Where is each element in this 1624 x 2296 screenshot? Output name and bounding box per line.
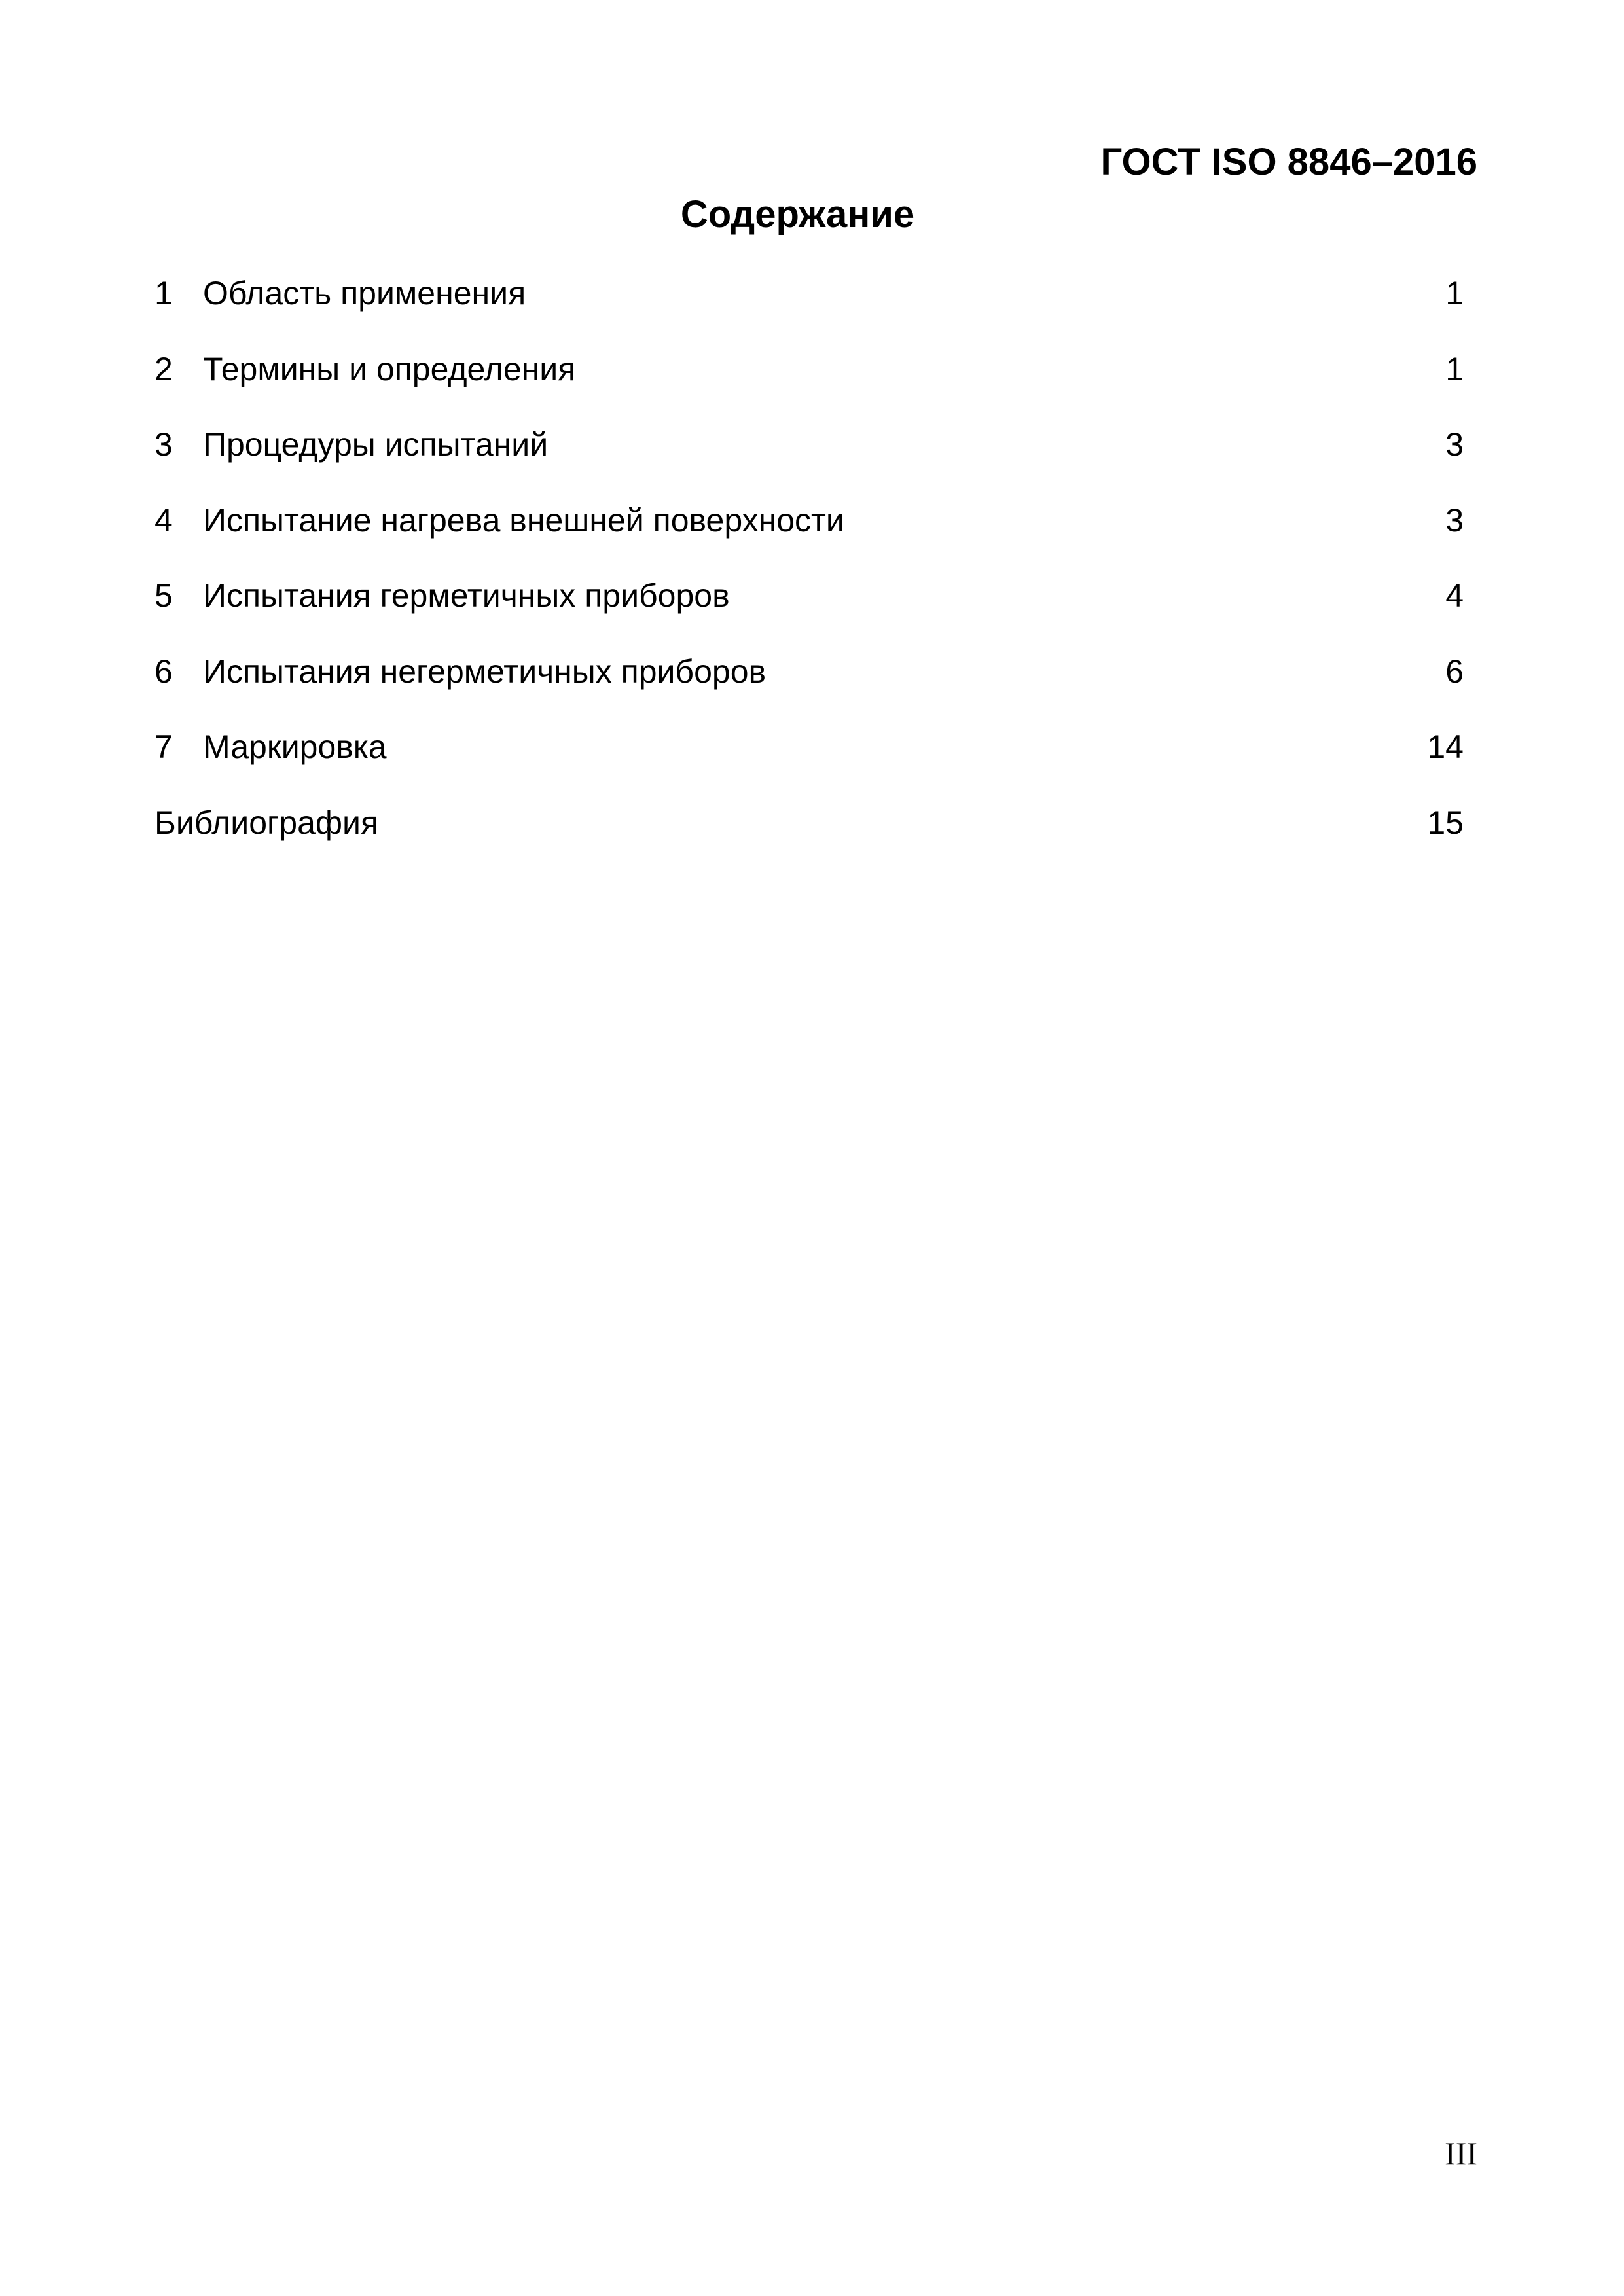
toc-entry-label: Процедуры испытаний	[203, 426, 549, 463]
toc-entry-label: Маркировка	[203, 728, 387, 765]
toc-entry-marking[interactable]	[154, 721, 1464, 797]
toc-entry-scope[interactable]	[154, 267, 1464, 343]
toc-entry-label: Область применения	[203, 275, 526, 312]
toc-entry-test-procedures[interactable]	[154, 418, 1464, 494]
toc-entry-page: 4	[1445, 577, 1464, 614]
toc-entry-label: Термины и определения	[203, 350, 576, 387]
toc-entry-label: Испытания негерметичных приборов	[203, 653, 767, 690]
toc-entry-terms[interactable]	[154, 343, 1464, 419]
toc-entry-number: 4	[154, 501, 173, 539]
toc-entry-sealed-devices[interactable]	[154, 569, 1464, 645]
toc-entry-unsealed-devices[interactable]	[154, 645, 1464, 721]
toc-entry-number: 5	[154, 577, 173, 614]
page-number: III	[1445, 2135, 1477, 2172]
toc-entry-number: 6	[154, 653, 173, 690]
table-of-contents	[154, 267, 1464, 872]
toc-entry-page: 6	[1445, 653, 1464, 690]
toc-entry-page: 3	[1445, 426, 1464, 463]
toc-entry-label: Испытания герметичных приборов	[203, 577, 730, 614]
toc-entry-number: 1	[154, 275, 173, 312]
toc-entry-label: Библиография	[154, 804, 379, 841]
toc-entry-page: 15	[1427, 804, 1464, 841]
toc-entry-surface-heating[interactable]	[154, 494, 1464, 570]
toc-entry-page: 14	[1427, 728, 1464, 765]
toc-entry-number: 2	[154, 350, 173, 387]
toc-entry-page: 3	[1445, 501, 1464, 539]
toc-title: Содержание	[680, 193, 915, 236]
toc-entry-bibliography[interactable]	[154, 797, 1464, 872]
toc-entry-number: 7	[154, 728, 173, 765]
toc-entry-number: 3	[154, 426, 173, 463]
document-code: ГОСТ ISO 8846–2016	[1100, 141, 1477, 183]
toc-entry-page: 1	[1445, 275, 1464, 312]
toc-entry-label: Испытание нагрева внешней поверхности	[203, 501, 844, 539]
toc-entry-page: 1	[1445, 350, 1464, 387]
